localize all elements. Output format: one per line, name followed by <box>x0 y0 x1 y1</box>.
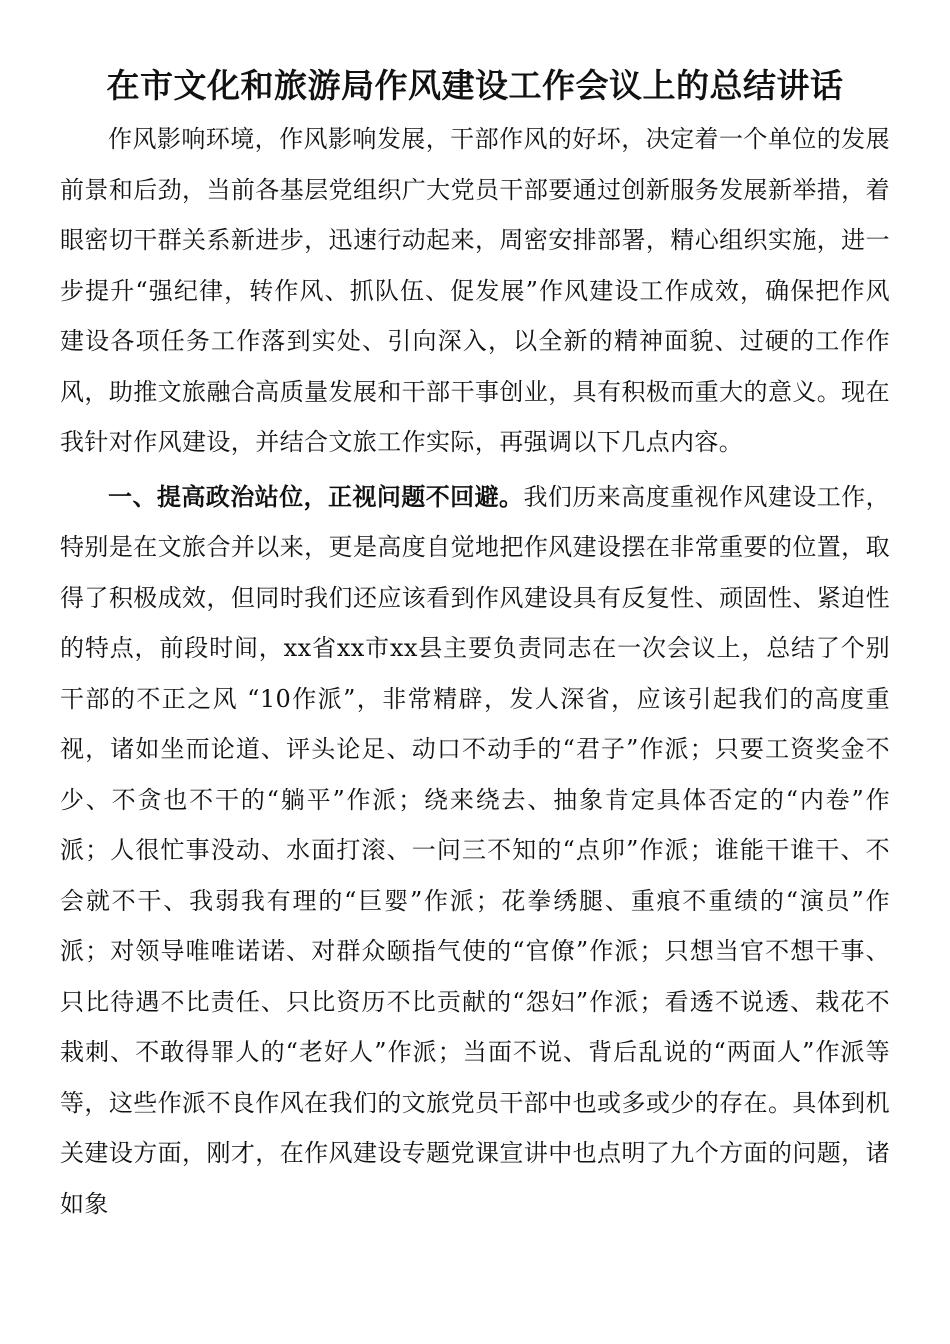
document-title: 在市文化和旅游局作风建设工作会议上的总结讲话 <box>106 66 844 105</box>
paragraph-text: 我们历来高度重视作风建设工作，特别是在文旅合并以来，更是高度自觉地把作风建设摆在非常重要的位置，取得了积极成效，但同时我们还应该看到作风建设具有反复性、顽固性、紧迫性的特点，前段时间，xx省xx市xx县主要负责同志在一次会议上，总结了个别干部的不正之风 “10作派”，非常精辟，发人深省，应该引起我们的高度重视，诸如坐而论道、评头论足、动口不动手的“君子”作派；只要工资奖金不少、不贪也不干的“躺平”作派；绕来绕去、抽象肯定具体否定的“内卷”作派；人很忙事没动、水面打滚、一问三不知的“点卯”作派；谁能干谁干、不会就不干、我弱我有理的“巨婴”作派；花拳绣腿、重痕不重绩的“演员”作派；对领导唯唯诺诺、对群众颐指气使的“官僚”作派；只想当官不想干事、只比待遇不比责任、只比资历不比贡献的“怨妇”作派；看透不说透、栽花不栽刺、不敢得罪人的“老好人”作派；当面不说、背后乱说的“两面人”作派等等，这些作派不良作风在我们的文旅党员干部中也或多或少的存在。具体到机关建设方面，刚才，在作风建设专题党课宣讲中也点明了九个方面的问题，诸如象 <box>60 482 890 1218</box>
paragraph-section-1 <box>60 472 890 1230</box>
paragraph-text: 作风影响环境，作风影响发展，干部作风的好坏，决定着一个单位的发展前景和后劲，当前各基层党组织广大党员干部要通过创新服务发展新举措，着眼密切干群关系新进步，迅速行动起来，周密安排部署，精心组织实施，进一步提升“强纪律，转作风、抓队伍、促发展”作风建设工作成效，确保把作风建设各项任务工作落到实处、引向深入，以全新的精神面貌、过硬的工作作风，助推文旅融合高质量发展和干部干事创业，具有积极而重大的意义。现在我针对作风建设，并结合文旅工作实际，再强调以下几点内容。 <box>60 125 890 456</box>
paragraph-intro <box>60 114 890 468</box>
section-heading: 一、提高政治站位，正视问题不回避。 <box>108 482 524 511</box>
